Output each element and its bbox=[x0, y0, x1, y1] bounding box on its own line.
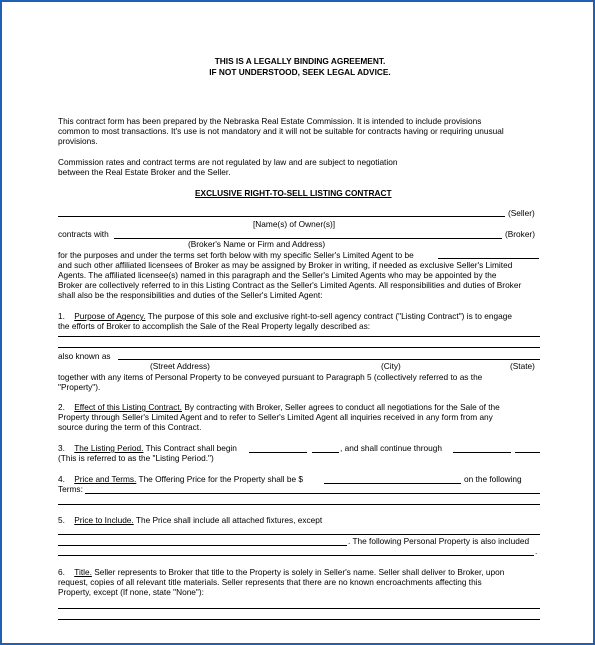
fixtures-exception-field[interactable] bbox=[58, 534, 540, 535]
seller-label: (Seller) bbox=[508, 208, 535, 218]
section-text: This Contract shall begin bbox=[145, 443, 237, 453]
owner-caption: [Name(s) of Owner(s)] bbox=[253, 219, 336, 229]
section-heading: Price to Include. bbox=[74, 515, 134, 525]
section-text: The Offering Price for the Property shall be $ bbox=[138, 474, 303, 484]
section-1 bbox=[58, 311, 512, 321]
section-text: . bbox=[535, 546, 538, 556]
offering-price-field[interactable] bbox=[324, 483, 461, 484]
section-text: The Price shall include all attached fixtures, except bbox=[135, 515, 323, 525]
contract-title: EXCLUSIVE RIGHT-TO-SELL LISTING CONTRACT bbox=[195, 188, 392, 198]
encroachments-field[interactable] bbox=[58, 619, 540, 620]
limited-agent-field[interactable] bbox=[438, 258, 539, 259]
end-date-field[interactable] bbox=[453, 452, 511, 453]
section-text: . The following Personal Property is also included bbox=[348, 536, 530, 546]
terms-field[interactable] bbox=[85, 493, 540, 494]
section-text: By contracting with Broker, Seller agrees to conduct all negotiations for the Sale of the bbox=[184, 402, 500, 412]
section-4 bbox=[58, 474, 303, 484]
section-text: request, copies of all relevant title materials. Seller represents that there are no known encroachments affecting this bbox=[58, 577, 482, 587]
section-text: on the following bbox=[464, 474, 522, 484]
section-heading: Purpose of Agency. bbox=[74, 311, 146, 321]
end-year-field[interactable] bbox=[515, 452, 540, 453]
section-3 bbox=[58, 443, 237, 453]
section-text: , and shall continue through bbox=[340, 443, 442, 453]
terms-label: Terms: bbox=[58, 484, 83, 494]
intro-text: This contract form has been prepared by the Nebraska Real Estate Commission. It is intended to include provisions bbox=[58, 116, 482, 126]
legal-warning-line-1: THIS IS A LEGALLY BINDING AGREEMENT. bbox=[214, 56, 386, 66]
commission-note: Commission rates and contract terms are not regulated by law and are subject to negotiation bbox=[58, 157, 398, 167]
aka-label: also known as bbox=[58, 351, 111, 361]
section-5 bbox=[58, 515, 322, 525]
intro-text: provisions. bbox=[58, 136, 98, 146]
broker-caption: (Broker's Name or Firm and Address) bbox=[188, 239, 326, 249]
broker-label: (Broker) bbox=[505, 229, 535, 239]
legal-description-field[interactable] bbox=[58, 336, 540, 337]
section-text: Seller represents to Broker that title to the Property is solely in Seller's name. Seller shall deliver to Broker, upon bbox=[94, 567, 505, 577]
section-text: together with any items of Personal Property to be conveyed pursuant to Paragraph 5 (collectively referred to as the bbox=[58, 372, 483, 382]
section-2 bbox=[58, 402, 500, 412]
section-text: the efforts of Broker to accomplish the Sale of the Real Property legally described as: bbox=[58, 321, 371, 331]
section-number: 2. bbox=[58, 402, 65, 412]
section-heading: Price and Terms. bbox=[74, 474, 137, 484]
parties-text: Broker are collectively referred to in this Listing Contract as the Seller's Limited Agents. All responsibilities and duties of Broker bbox=[58, 280, 522, 290]
address-field[interactable] bbox=[118, 359, 540, 360]
state-caption: (State) bbox=[510, 361, 535, 371]
legal-description-field[interactable] bbox=[58, 347, 540, 348]
section-heading: Title. bbox=[74, 567, 92, 577]
section-text: (This is referred to as the "Listing Period.") bbox=[58, 453, 214, 463]
section-text: Property through Seller's Limited Agent and to refer to Seller's Limited Agent all inquiries received in any form from any bbox=[58, 412, 493, 422]
section-number: 5. bbox=[58, 515, 65, 525]
section-number: 4. bbox=[58, 474, 65, 484]
parties-text: and such other affiliated licensees of Broker as may be assigned by Broker in writing, if needed as exclusive Seller's Limited bbox=[58, 260, 513, 270]
personal-property-field[interactable] bbox=[58, 555, 534, 556]
terms-field[interactable] bbox=[58, 504, 540, 505]
contracts-with-label: contracts with bbox=[58, 229, 109, 239]
parties-text: for the purposes and under the terms set forth below with my specific Seller's Limited Agent to be bbox=[58, 250, 414, 260]
section-6 bbox=[58, 567, 504, 577]
section-heading: The Listing Period. bbox=[74, 443, 144, 453]
fixtures-exception-field[interactable] bbox=[58, 545, 347, 546]
section-text: "Property"). bbox=[58, 382, 101, 392]
section-number: 1. bbox=[58, 311, 65, 321]
begin-date-field[interactable] bbox=[249, 452, 307, 453]
section-text: The purpose of this sole and exclusive right-to-sell agency contract ("Listing Contract") is to engage bbox=[147, 311, 512, 321]
commission-note: between the Real Estate Broker and the Seller. bbox=[58, 167, 231, 177]
section-text: source during the term of this Contract. bbox=[58, 422, 202, 432]
parties-text: Agents. The affiliated licensee(s) named in this paragraph and the Seller's Limited Agents who may be appointed by the bbox=[58, 270, 497, 280]
encroachments-field[interactable] bbox=[58, 608, 540, 609]
city-caption: (City) bbox=[381, 361, 401, 371]
section-number: 3. bbox=[58, 443, 65, 453]
intro-text: common to most transactions. It's use is not mandatory and it will not be suitable for contracts having or requiring unusual bbox=[58, 126, 504, 136]
seller-name-field[interactable] bbox=[58, 216, 505, 217]
legal-warning-line-2: IF NOT UNDERSTOOD, SEEK LEGAL ADVICE. bbox=[209, 67, 391, 77]
section-heading: Effect of this Listing Contract. bbox=[74, 402, 182, 412]
begin-year-field[interactable] bbox=[312, 452, 339, 453]
section-text: Property, except (If none, state "None"): bbox=[58, 587, 204, 597]
street-caption: (Street Address) bbox=[150, 361, 210, 371]
section-number: 6. bbox=[58, 567, 65, 577]
parties-text: shall also be the responsibilities and duties of the Seller's Limited Agent: bbox=[58, 290, 323, 300]
